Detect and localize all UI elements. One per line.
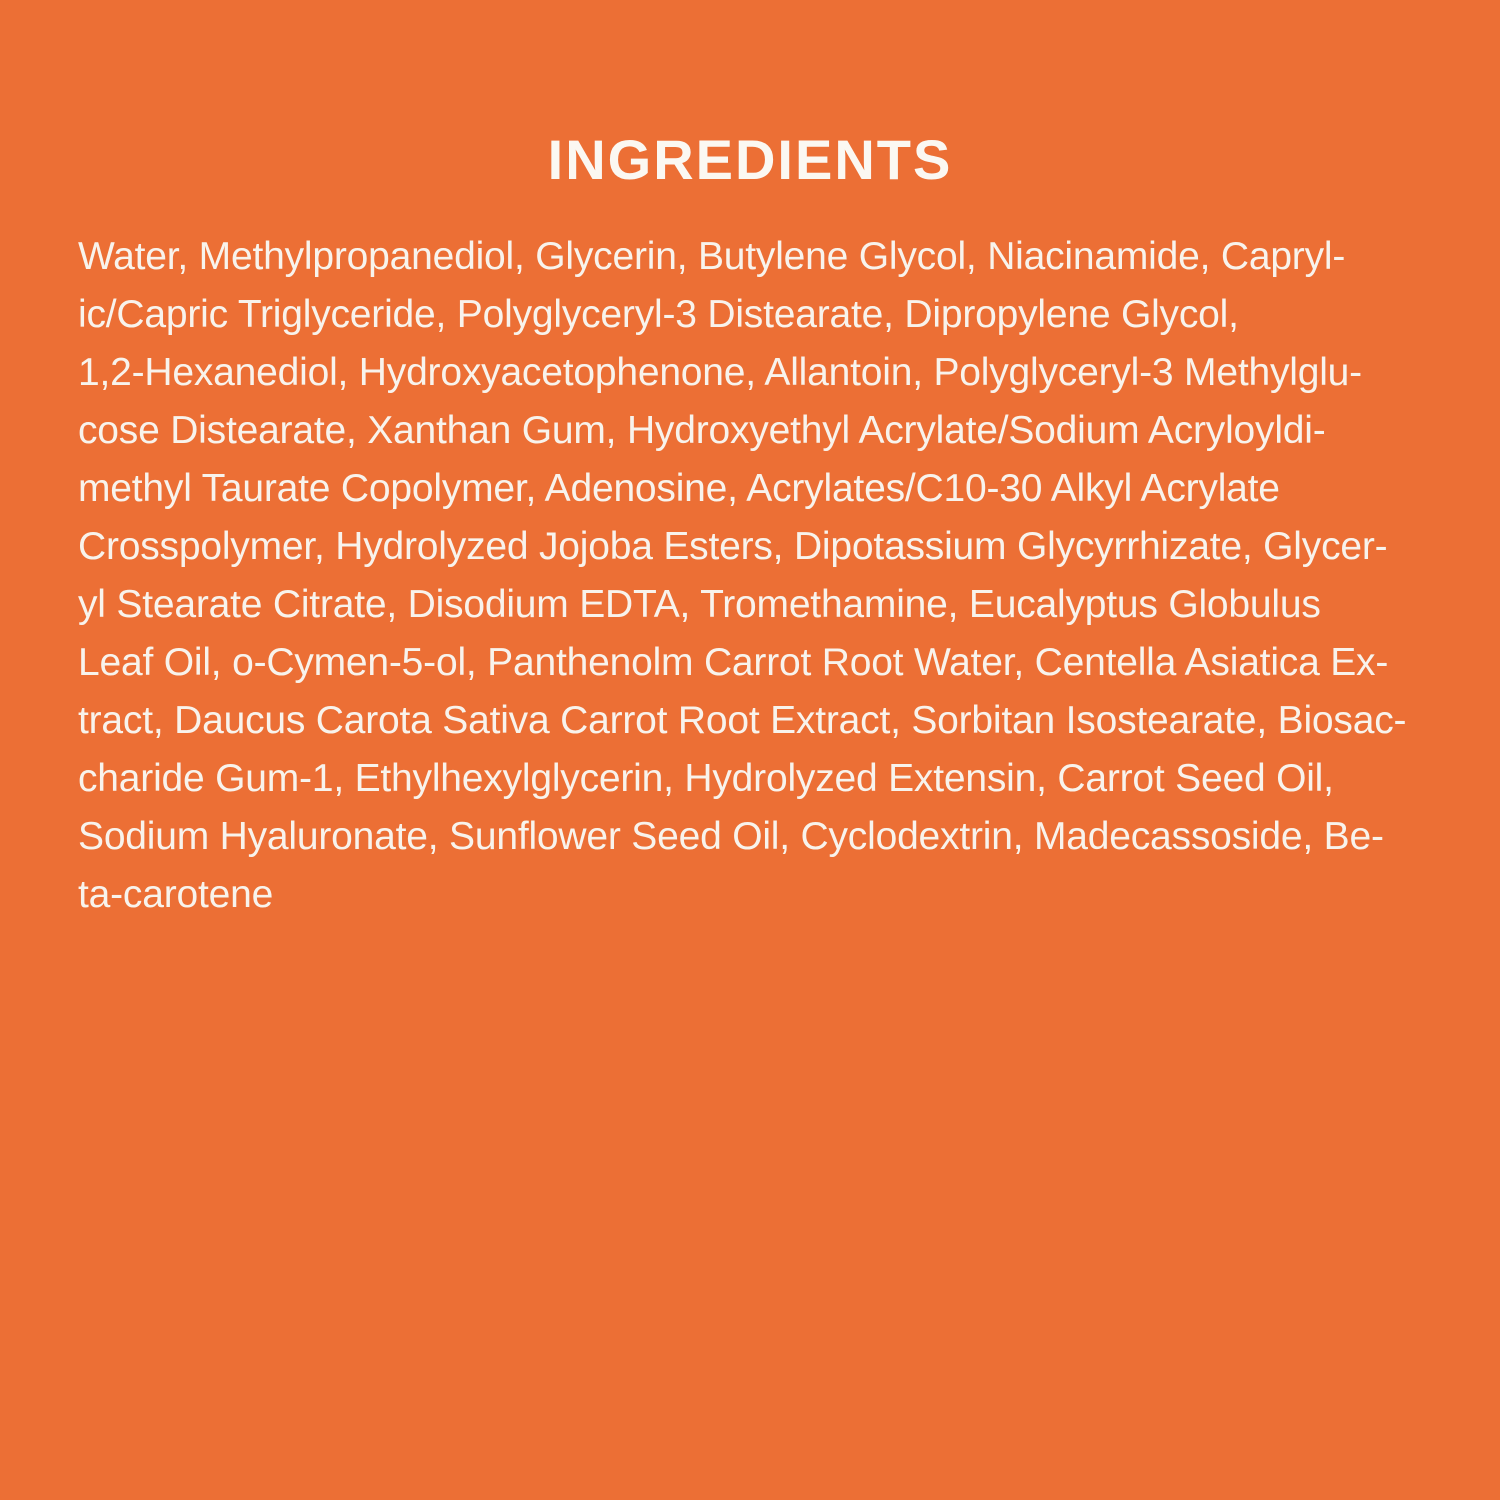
ingredients-line-5: methyl Taurate Copolymer, Adenosine, Acrylates/C10-30 Alkyl Acrylate <box>78 467 1280 510</box>
ingredients-line-8: Leaf Oil, o-Cymen-5-ol, Panthenolm Carrot Root Water, Centella Asiatica Ex- <box>78 641 1389 684</box>
ingredients-line-9: tract, Daucus Carota Sativa Carrot Root Extract, Sorbitan Isostearate, Biosac- <box>78 699 1407 742</box>
ingredients-line-3: 1,2-Hexanediol, Hydroxyacetophenone, Allantoin, Polyglyceryl-3 Methylglu- <box>78 351 1362 394</box>
ingredients-line-6: Crosspolymer, Hydrolyzed Jojoba Esters, Dipotassium Glycyrrhizate, Glycer- <box>78 525 1388 568</box>
ingredients-line-11: Sodium Hyaluronate, Sunflower Seed Oil, Cyclodextrin, Madecassoside, Be- <box>78 815 1384 858</box>
page-title: INGREDIENTS <box>547 128 953 191</box>
ingredients-line-1: Water, Methylpropanediol, Glycerin, Butylene Glycol, Niacinamide, Capryl- <box>78 235 1346 278</box>
ingredients-list <box>0 228 1500 924</box>
ingredients-line-10: charide Gum-1, Ethylhexylglycerin, Hydrolyzed Extensin, Carrot Seed Oil, <box>78 757 1334 800</box>
ingredients-line-4: cose Distearate, Xanthan Gum, Hydroxyethyl Acrylate/Sodium Acryloyldi- <box>78 409 1326 452</box>
ingredients-line-12: ta-carotene <box>78 873 274 916</box>
ingredients-line-2: ic/Capric Triglyceride, Polyglyceryl-3 Distearate, Dipropylene Glycol, <box>78 293 1239 336</box>
ingredients-line-7: yl Stearate Citrate, Disodium EDTA, Tromethamine, Eucalyptus Globulus <box>78 583 1321 626</box>
